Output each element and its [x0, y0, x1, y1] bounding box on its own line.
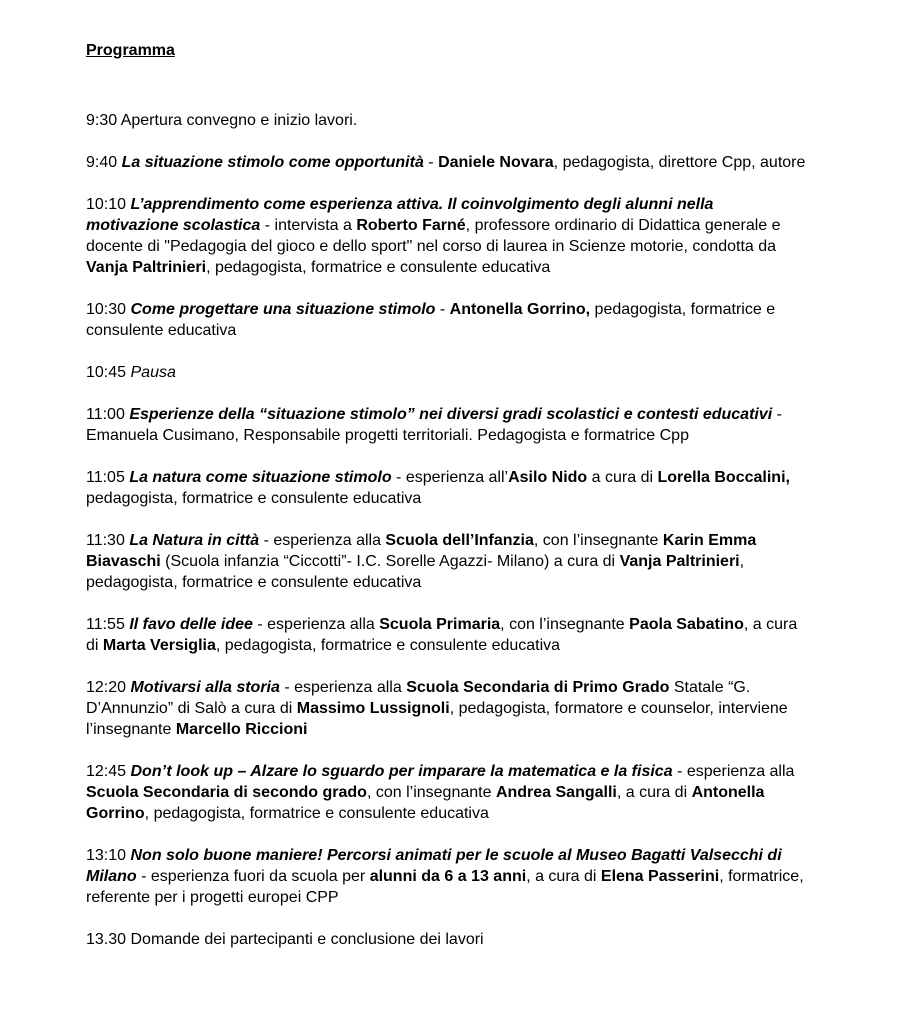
entry-text: - esperienza alla: [259, 532, 386, 549]
entry-name: Scuola Secondaria di Primo Grado: [406, 679, 670, 696]
entry-text: , pedagogista, direttore Cpp, autore: [553, 154, 806, 171]
program-entry: [86, 467, 806, 509]
program-entry: [86, 761, 806, 824]
entry-text: -: [435, 301, 450, 318]
entry-spacer: [86, 446, 806, 467]
entry-talk-title: L’apprendimento come esperienza attiva. Il coinvolgimento degli alunni nella motivazione scolastica: [86, 196, 714, 234]
program-entry: [86, 110, 806, 131]
entry-spacer: [86, 656, 806, 677]
entry-name: Lorella Boccalini,: [657, 469, 790, 486]
entry-text: - intervista a: [260, 217, 357, 234]
entry-spacer: [86, 509, 806, 530]
entry-name: Vanja Paltrinieri: [619, 553, 740, 570]
entry-text: - esperienza all’: [391, 469, 509, 486]
entry-talk-title: Non solo buone maniere! Percorsi animati per le scuole al Museo Bagatti Valsecchi di Milano: [86, 847, 782, 885]
entry-title: [129, 469, 391, 486]
entry-text: , a cura di: [86, 616, 798, 654]
entry-time: 9:30: [86, 112, 118, 129]
entry-name: Vanja Paltrinieri: [86, 259, 207, 276]
entry-name: Scuola dell’Infanzia: [385, 532, 534, 549]
entry-text: Pausa: [130, 364, 176, 381]
entry-time: 10:45: [86, 364, 127, 381]
entry-text: , professore ordinario di Didattica generale e docente di "Pedagogia del gioco e dello sport" nel corso di laurea in Scienze motorie, condotta da: [86, 217, 781, 255]
page-title: Programma: [86, 42, 175, 59]
program-entry: [86, 299, 806, 341]
program-entry: [86, 845, 806, 908]
entry-talk-title: Esperienze della “situazione stimolo” nei diversi gradi scolastici e contesti educativi: [129, 406, 773, 423]
entry-time: 11:30: [86, 532, 125, 549]
entry-name: Scuola Primaria: [379, 616, 501, 633]
entry-title: [129, 532, 259, 549]
entry-time: 10:10: [86, 196, 127, 213]
entry-time: 9:40: [86, 154, 118, 171]
entry-spacer: [86, 593, 806, 614]
entry-text: , a cura di: [616, 784, 692, 801]
entry-name: Marta Versiglia: [102, 637, 216, 654]
entry-text: Domande dei partecipanti e conclusione dei lavori: [126, 931, 484, 948]
entry-title: [129, 406, 772, 423]
program-entry: [86, 362, 806, 383]
entry-title: [131, 763, 673, 780]
entry-name: Elena Passerini: [600, 868, 720, 885]
entry-text: - esperienza alla: [279, 679, 407, 696]
entry-name: Asilo Nido: [508, 469, 588, 486]
entry-time: 13:10: [86, 847, 127, 864]
entry-name: Marcello Riccioni: [175, 721, 308, 738]
entry-text: Statale “G. D’Annunzio” di Salò a cura di: [86, 679, 751, 717]
entry-time: 11:00: [86, 406, 125, 423]
program-entry: [86, 530, 806, 593]
entry-talk-title: Don’t look up – Alzare lo sguardo per imparare la matematica e la fisica: [130, 763, 673, 780]
entry-text: , a cura di: [526, 868, 601, 885]
entry-spacer: [86, 131, 806, 152]
entry-title: [131, 301, 436, 318]
entry-name: alunni da 6 a 13 anni: [369, 868, 527, 885]
entry-time: 12:45: [86, 763, 127, 780]
program-entry: [86, 929, 806, 950]
entry-text: (Scuola infanzia “Ciccotti”- I.C. Sorelle Agazzi- Milano) a cura di: [160, 553, 620, 570]
entry-talk-title: La natura come situazione stimolo: [129, 469, 392, 486]
program-entry: [86, 194, 806, 278]
entry-time: 12:20: [86, 679, 127, 696]
entry-text: , con l’insegnante: [533, 532, 663, 549]
entry-name: Karin Emma Biavaschi: [86, 532, 757, 570]
entry-text: - esperienza alla: [672, 763, 795, 780]
entry-text: , formatrice, referente per i progetti europei CPP: [86, 868, 804, 906]
entry-talk-title: La Natura in città: [129, 532, 260, 549]
entry-name: Massimo Lussignoli: [296, 700, 450, 717]
entry-time: 11:05: [86, 469, 125, 486]
entry-text: , pedagogista, formatrice e consulente educativa: [86, 553, 745, 591]
entry-text: , pedagogista, formatore e counselor, interviene l’insegnante: [86, 700, 788, 738]
title-spacer: [86, 61, 806, 110]
program-list: [86, 110, 806, 950]
entry-spacer: [86, 278, 806, 299]
entry-time: 10:30: [86, 301, 127, 318]
entry-time: 11:55: [86, 616, 125, 633]
entry-text: Apertura convegno e inizio lavori.: [117, 112, 358, 129]
entry-name: Andrea Sangalli: [495, 784, 617, 801]
entry-spacer: [86, 908, 806, 929]
entry-title: [129, 616, 253, 633]
entry-name: Antonella Gorrino: [86, 784, 765, 822]
program-entry: [86, 404, 806, 446]
entry-name: Paola Sabatino: [629, 616, 744, 633]
entry-text: , con l’insegnante: [366, 784, 496, 801]
entry-title: [131, 679, 280, 696]
entry-talk-title: Il favo delle idee: [129, 616, 253, 633]
entry-spacer: [86, 824, 806, 845]
entry-text: - esperienza fuori da scuola per: [136, 868, 370, 885]
entry-text: , pedagogista, formatrice e consulente educativa: [206, 259, 551, 276]
entry-talk-title: La situazione stimolo come opportunità: [121, 154, 424, 171]
entry-text: , pedagogista, formatrice e consulente educativa: [144, 805, 489, 822]
program-entry: [86, 614, 806, 656]
entry-spacer: [86, 173, 806, 194]
entry-name: Roberto Farné: [356, 217, 466, 234]
program-entry: [86, 677, 806, 740]
entry-name: Scuola Secondaria di secondo grado: [86, 784, 367, 801]
entry-title: [122, 154, 424, 171]
entry-text: -: [423, 154, 439, 171]
program-entry: [86, 152, 806, 173]
document-page: [86, 40, 806, 950]
entry-text: pedagogista, formatrice e consulente educativa: [86, 490, 422, 507]
entry-name: Antonella Gorrino,: [449, 301, 591, 318]
entry-spacer: [86, 740, 806, 761]
entry-talk-title: Motivarsi alla storia: [130, 679, 280, 696]
entry-spacer: [86, 341, 806, 362]
entry-text: , con l’insegnante: [500, 616, 630, 633]
entry-time: 13.30: [86, 931, 127, 948]
entry-text: - Emanuela Cusimano, Responsabile progetti territoriali. Pedagogista e formatrice Cpp: [86, 406, 782, 444]
entry-talk-title: Come progettare una situazione stimolo: [130, 301, 436, 318]
entry-text: pedagogista, formatrice e consulente educativa: [86, 301, 776, 339]
entry-name: Daniele Novara: [438, 154, 554, 171]
entry-spacer: [86, 383, 806, 404]
entry-text: , pedagogista, formatrice e consulente educativa: [215, 637, 561, 654]
entry-text: - esperienza alla: [252, 616, 380, 633]
entry-text: a cura di: [587, 469, 658, 486]
